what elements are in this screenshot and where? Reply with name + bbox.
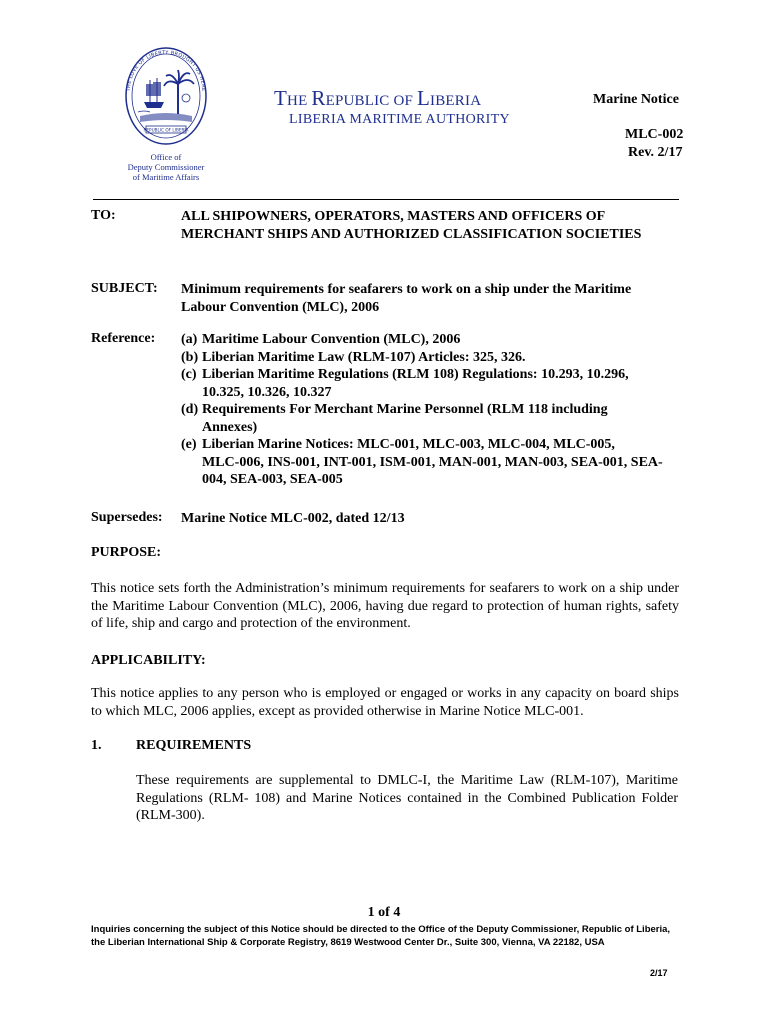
svg-text:THE LOVE OF LIBERTY BROUGHT US: THE LOVE OF LIBERTY BROUGHT US HERE xyxy=(125,49,207,92)
liberia-seal-logo xyxy=(120,40,212,158)
reference-item-b: (b) Liberian Maritime Law (RLM-107) Articles: 325, 326. xyxy=(181,349,526,365)
footer-date: 2/17 xyxy=(650,968,668,978)
to-label: TO: xyxy=(91,208,116,223)
footer-inquiries: Inquiries concerning the subject of this Notice should be directed to the Office of the Deputy Commissioner, Republic of Liberia, the Liberian International Ship & Corporate Registry, 8619 Westwood Center Dr., Suite 300, Vienna, VA 22182, USA xyxy=(91,924,671,948)
reference-item-a: (a) Maritime Labour Convention (MLC), 2006 xyxy=(181,332,461,347)
section-text: These requirements are supplemental to DMLC-I, the Maritime Law (RLM-107), Maritime Regulations (RLM- 108) and Marine Notices contained in the Combined Publication Folder (RLM-300). xyxy=(136,773,678,823)
svg-text:REPUBLIC OF LIBERIA: REPUBLIC OF LIBERIA xyxy=(143,127,189,133)
purpose-heading: PURPOSE: xyxy=(91,545,161,560)
reference-label: Reference: xyxy=(91,331,156,346)
republic-title: THE REPUBLIC OF LIBERIA xyxy=(274,86,482,110)
header-divider xyxy=(93,199,679,200)
reference-item-e: (e) Liberian Marine Notices: MLC-001, MLC-003, MLC-004, MLC-005, MLC-006, INS-001, INT-001, ISM-001, MAN-001, MAN-003, SEA-001, SEA-004, SEA-003, SEA-005 xyxy=(181,437,663,487)
reference-item-c: (c) Liberian Maritime Regulations (RLM 108) Regulations: 10.293, 10.296, 10.325, 10.326, 10.327 xyxy=(181,367,629,400)
section-number: 1. xyxy=(91,738,102,753)
supersedes-label: Supersedes: xyxy=(91,510,163,525)
applicability-text: This notice applies to any person who is employed or engaged or works in any capacity on board ships to which MLC, 2006 applies, except as provided otherwise in Marine Notice MLC-001. xyxy=(91,686,679,719)
notice-number: MLC-002 xyxy=(625,127,684,142)
subject-label: SUBJECT: xyxy=(91,281,158,296)
notice-type: Marine Notice xyxy=(593,92,679,107)
applicability-heading: APPLICABILITY: xyxy=(91,653,206,668)
subject-value: Minimum requirements for seafarers to work on a ship under the Maritime Labour Convention (MLC), 2006 xyxy=(181,282,632,315)
page-number: 1 of 4 xyxy=(367,905,401,920)
supersedes-value: Marine Notice MLC-002, dated 12/13 xyxy=(181,511,405,526)
notice-revision: Rev. 2/17 xyxy=(628,145,683,160)
section-title: REQUIREMENTS xyxy=(136,738,252,753)
purpose-text: This notice sets forth the Administration’s minimum requirements for seafarers to work on a ship under the Maritime Labour Convention (MLC), 2006, having due regard to protection of human rights, safety of life, ship and cargo and protection of the environment. xyxy=(91,581,679,631)
authority-name: LIBERIA MARITIME AUTHORITY xyxy=(289,112,510,127)
to-value: ALL SHIPOWNERS, OPERATORS, MASTERS AND OFFICERS OF MERCHANT SHIPS AND AUTHORIZED CLASSIFICATION SOCIETIES xyxy=(181,209,642,242)
office-caption: Office of Deputy Commissioner of Maritime Affairs xyxy=(127,152,205,182)
reference-item-d: (d) Requirements For Merchant Marine Personnel (RLM 118 including Annexes) xyxy=(181,402,608,435)
